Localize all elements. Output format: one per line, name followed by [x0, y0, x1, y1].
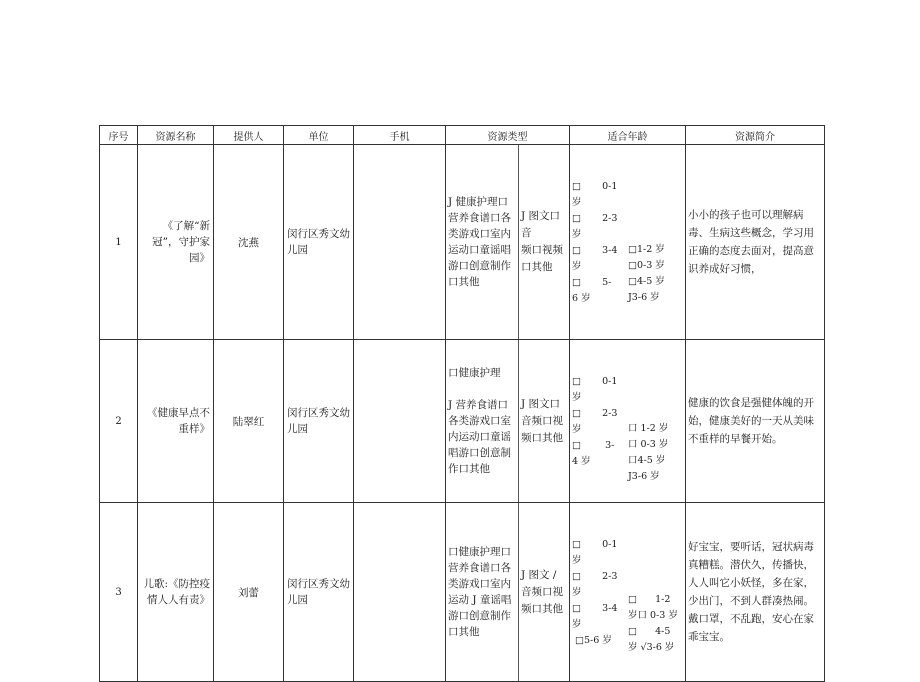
- category-options: 口健康护理 J 营养食谱口 各类游戏口室 内运动口童谣 唱游口创意制 作口其他: [448, 367, 511, 475]
- table-header-row: [100, 126, 825, 145]
- format-options: J 图文口音 频口视频 口其他: [518, 145, 569, 339]
- age-options-left: □ 0-1 岁 □ 2-3 岁 □ 3-4 岁 □5-6 岁: [572, 539, 618, 646]
- header-resource-intro: 资源简介: [686, 126, 825, 145]
- seq-cell: 1: [100, 145, 138, 340]
- intro-cell: 小小的孩子也可以理解病毒、生病这些概念，学习用正确的态度去面对，提高意识养成好习惯，: [686, 145, 825, 340]
- age-cell: [570, 145, 686, 340]
- age-cell: [570, 503, 686, 682]
- age-options-left: □ 0-1 岁 □ 2-3 岁 □ 3-4 岁 □ 5- 6 岁: [572, 181, 618, 304]
- resource-name-cell: 《健康早点不重样》: [138, 340, 214, 503]
- age-options-left: □ 0-1 岁 □ 2-3 岁 □ 3- 4 岁: [572, 376, 618, 467]
- category-options: J 健康护理口 营养食谱口各 类游戏口室内 运动口童谣唱 游口创意制作 口其他: [448, 196, 511, 288]
- age-options-right: □1-2 岁 □0-3 岁 □4-5 岁 J3-6 岁: [628, 244, 665, 303]
- header-phone: 手机: [354, 126, 446, 145]
- phone-cell: [354, 340, 446, 503]
- resource-type-cell: [446, 340, 570, 503]
- header-unit: 单位: [284, 126, 354, 145]
- table-row: [100, 503, 825, 682]
- unit-cell: 闵行区秀文幼儿园: [284, 145, 354, 340]
- age-options-right: □ 1-2 岁口 0-3 岁 □ 4-5 岁 √3-6 岁: [628, 594, 678, 653]
- phone-cell: [354, 503, 446, 682]
- intro-cell: 好宝宝，要听话，冠状病毒真糟糕。潜伏久，传播快，人人叫它小妖怪，多在家，少出门，不到人群凑热闹。戴口罩，不乱跑，安心在家乖宝宝。: [686, 503, 825, 682]
- resource-name-cell: 儿歌:《防控疫情人人有责》: [138, 503, 214, 682]
- resource-table: [99, 125, 825, 682]
- header-provider: 提供人: [214, 126, 284, 145]
- age-cell: [570, 340, 686, 503]
- resource-type-cell: [446, 145, 570, 340]
- format-options: J 图文口 音频口视 频口其他: [518, 340, 569, 502]
- provider-cell: 刘蕾: [214, 503, 284, 682]
- header-suitable-age: 适合年龄: [570, 126, 686, 145]
- table-row: [100, 145, 825, 340]
- phone-cell: [354, 145, 446, 340]
- category-options: 口健康护理口 营养食谱口各 类游戏口室内 运动 J 童谣唱 游口创意制作 口其他: [448, 546, 512, 638]
- seq-cell: 3: [100, 503, 138, 682]
- resource-type-cell: [446, 503, 570, 682]
- provider-cell: 沈燕: [214, 145, 284, 340]
- resource-name-cell: 《了解“新冠”，守护家园》: [138, 145, 214, 340]
- provider-cell: 陆翠红: [214, 340, 284, 503]
- unit-cell: 闵行区秀文幼儿园: [284, 340, 354, 503]
- age-options-right: 口 1-2 岁 口 0-3 岁 口4-5 岁 J3-6 岁: [628, 423, 669, 482]
- intro-cell: 健康的饮食是强健体魄的开始，健康美好的一天从美味不重样的早餐开始。: [686, 340, 825, 503]
- header-resource-name: 资源名称: [138, 126, 214, 145]
- seq-cell: 2: [100, 340, 138, 503]
- header-resource-type: 资源类型: [446, 126, 570, 145]
- table-row: [100, 340, 825, 503]
- unit-cell: 闵行区秀文幼儿园: [284, 503, 354, 682]
- format-options: J 图文 / 音频口视 频口其他: [518, 503, 569, 681]
- header-seq: 序号: [100, 126, 138, 145]
